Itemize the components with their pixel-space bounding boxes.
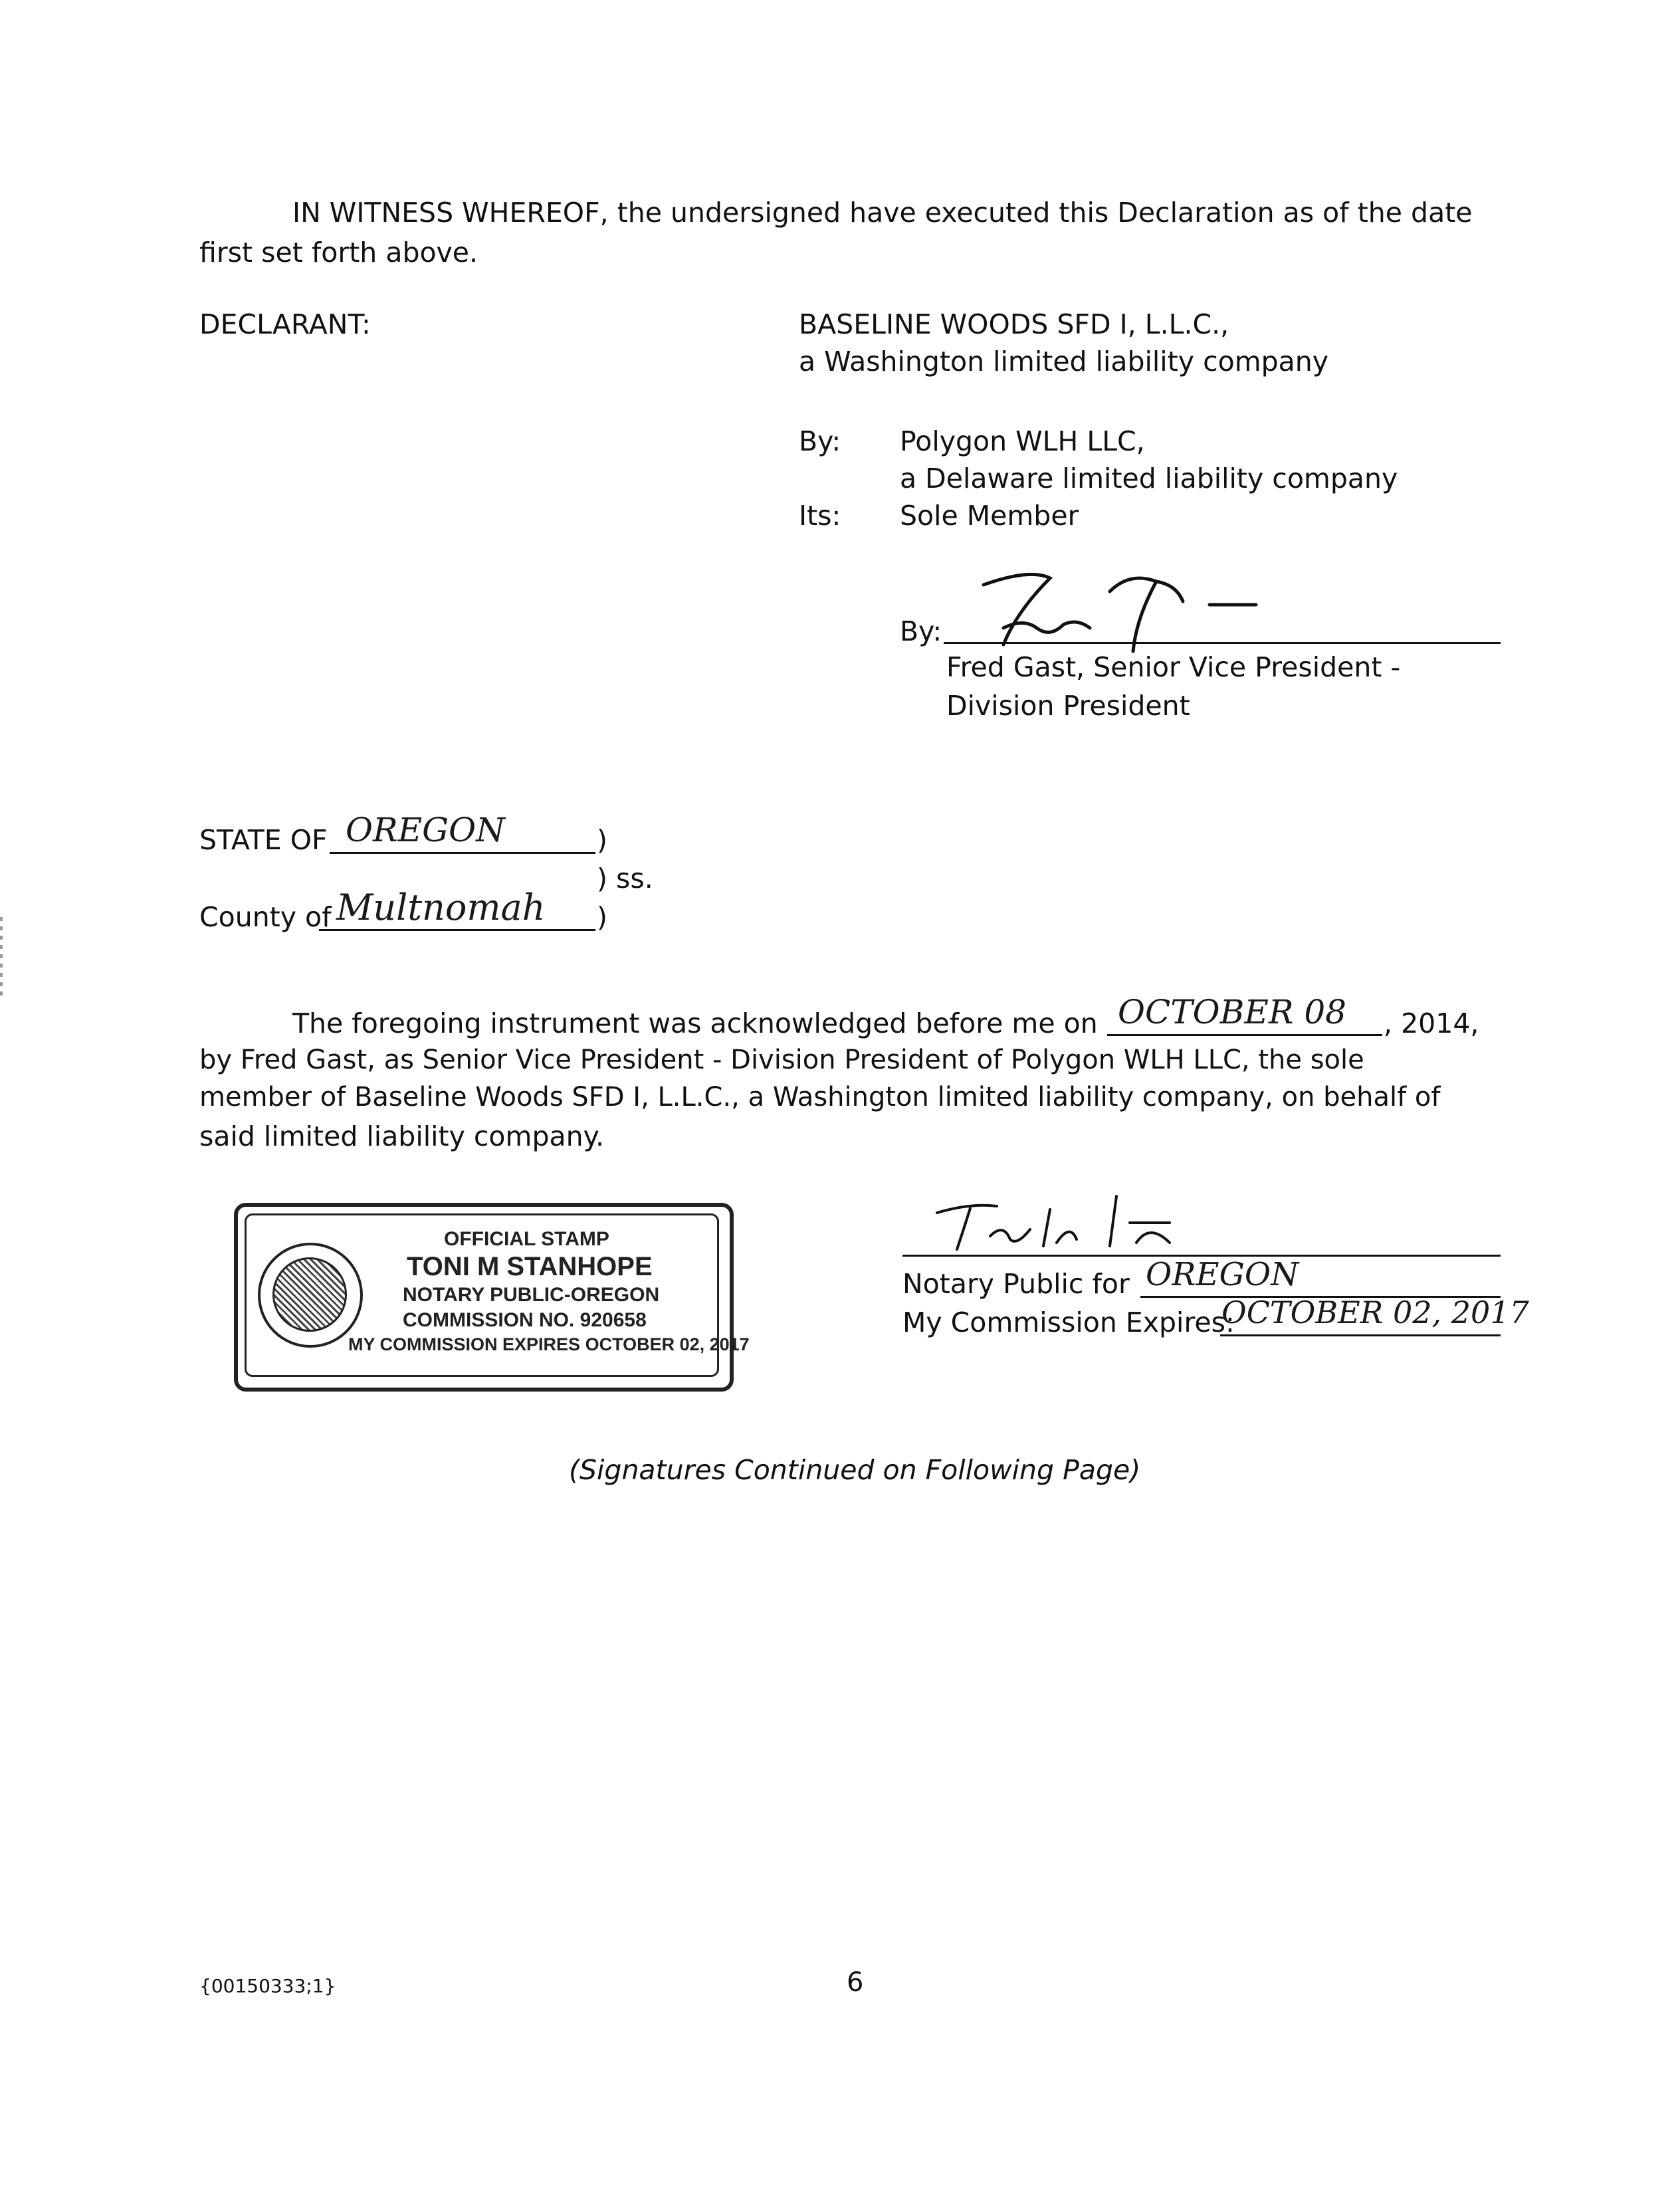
- county-paren: ): [597, 901, 607, 933]
- scan-edge-mark: [0, 917, 3, 997]
- ack-line-1-pre: The foregoing instrument was acknowledged before me on: [292, 1007, 1098, 1039]
- stamp-line-4: COMMISSION NO. 920658: [403, 1309, 647, 1331]
- stamp-line-2: TONI M STANHOPE: [407, 1252, 653, 1281]
- declarant-label: DECLARANT:: [199, 308, 371, 340]
- stamp-line-3: NOTARY PUBLIC-OREGON: [403, 1284, 660, 1306]
- by-name: Polygon WLH LLC,: [900, 425, 1145, 457]
- stamp-line-1: OFFICIAL STAMP: [444, 1228, 609, 1250]
- stamp-line-5: MY COMMISSION EXPIRES OCTOBER 02, 2017: [348, 1334, 750, 1354]
- state-label: STATE OF: [199, 824, 328, 856]
- witness-line-1: IN WITNESS WHEREOF, the undersigned have executed this Declaration as of the date: [292, 197, 1473, 229]
- ack-line-1-post: , 2014,: [1384, 1007, 1479, 1039]
- signatures-continued-note: (Signatures Continued on Following Page): [569, 1454, 1141, 1486]
- signer-line-1: Fred Gast, Senior Vice President -: [946, 651, 1401, 683]
- notary-public-value: OREGON: [1146, 1256, 1299, 1293]
- ack-date-value: OCTOBER 08: [1118, 993, 1346, 1031]
- state-value: OREGON: [346, 811, 505, 849]
- declarant-company: BASELINE WOODS SFD I, L.L.C.,: [799, 308, 1229, 340]
- state-line: [330, 852, 595, 854]
- notary-signature: [917, 1183, 1229, 1256]
- declarant-signature: [957, 565, 1269, 658]
- county-line: [319, 929, 595, 931]
- by-label: By:: [799, 425, 841, 457]
- signer-line-2: Division President: [946, 690, 1190, 722]
- ack-date-line: [1107, 1034, 1382, 1036]
- state-paren: ): [597, 824, 607, 856]
- by-desc: a Delaware limited liability company: [900, 463, 1398, 494]
- declarant-company-desc: a Washington limited liability company: [799, 346, 1329, 377]
- sig-by-label: By:: [900, 615, 942, 647]
- page-number: 6: [847, 1967, 864, 1998]
- commission-expires-line: [1220, 1334, 1501, 1336]
- ack-line-4: said limited liability company.: [199, 1120, 605, 1152]
- witness-line-2: first set forth above.: [199, 237, 478, 268]
- footer-doc-id: {00150333;1}: [199, 1975, 336, 1997]
- commission-expires-value: OCTOBER 02, 2017: [1221, 1295, 1529, 1330]
- seal-center: [272, 1257, 347, 1332]
- commission-expires-label: My Commission Expires:: [902, 1306, 1235, 1338]
- county-value: Multnomah: [336, 886, 546, 928]
- notary-public-label: Notary Public for: [902, 1268, 1130, 1300]
- its-label: Its:: [799, 500, 841, 532]
- its-value: Sole Member: [900, 500, 1079, 532]
- ack-line-2: by Fred Gast, as Senior Vice President - Division President of Polygon WLH LLC, the sole: [199, 1045, 1364, 1075]
- ack-line-3: member of Baseline Woods SFD I, L.L.C., a Washington limited liability company, on behalf of: [199, 1082, 1441, 1112]
- ss-mark: ) ss.: [597, 863, 653, 894]
- county-label: County of: [199, 901, 332, 933]
